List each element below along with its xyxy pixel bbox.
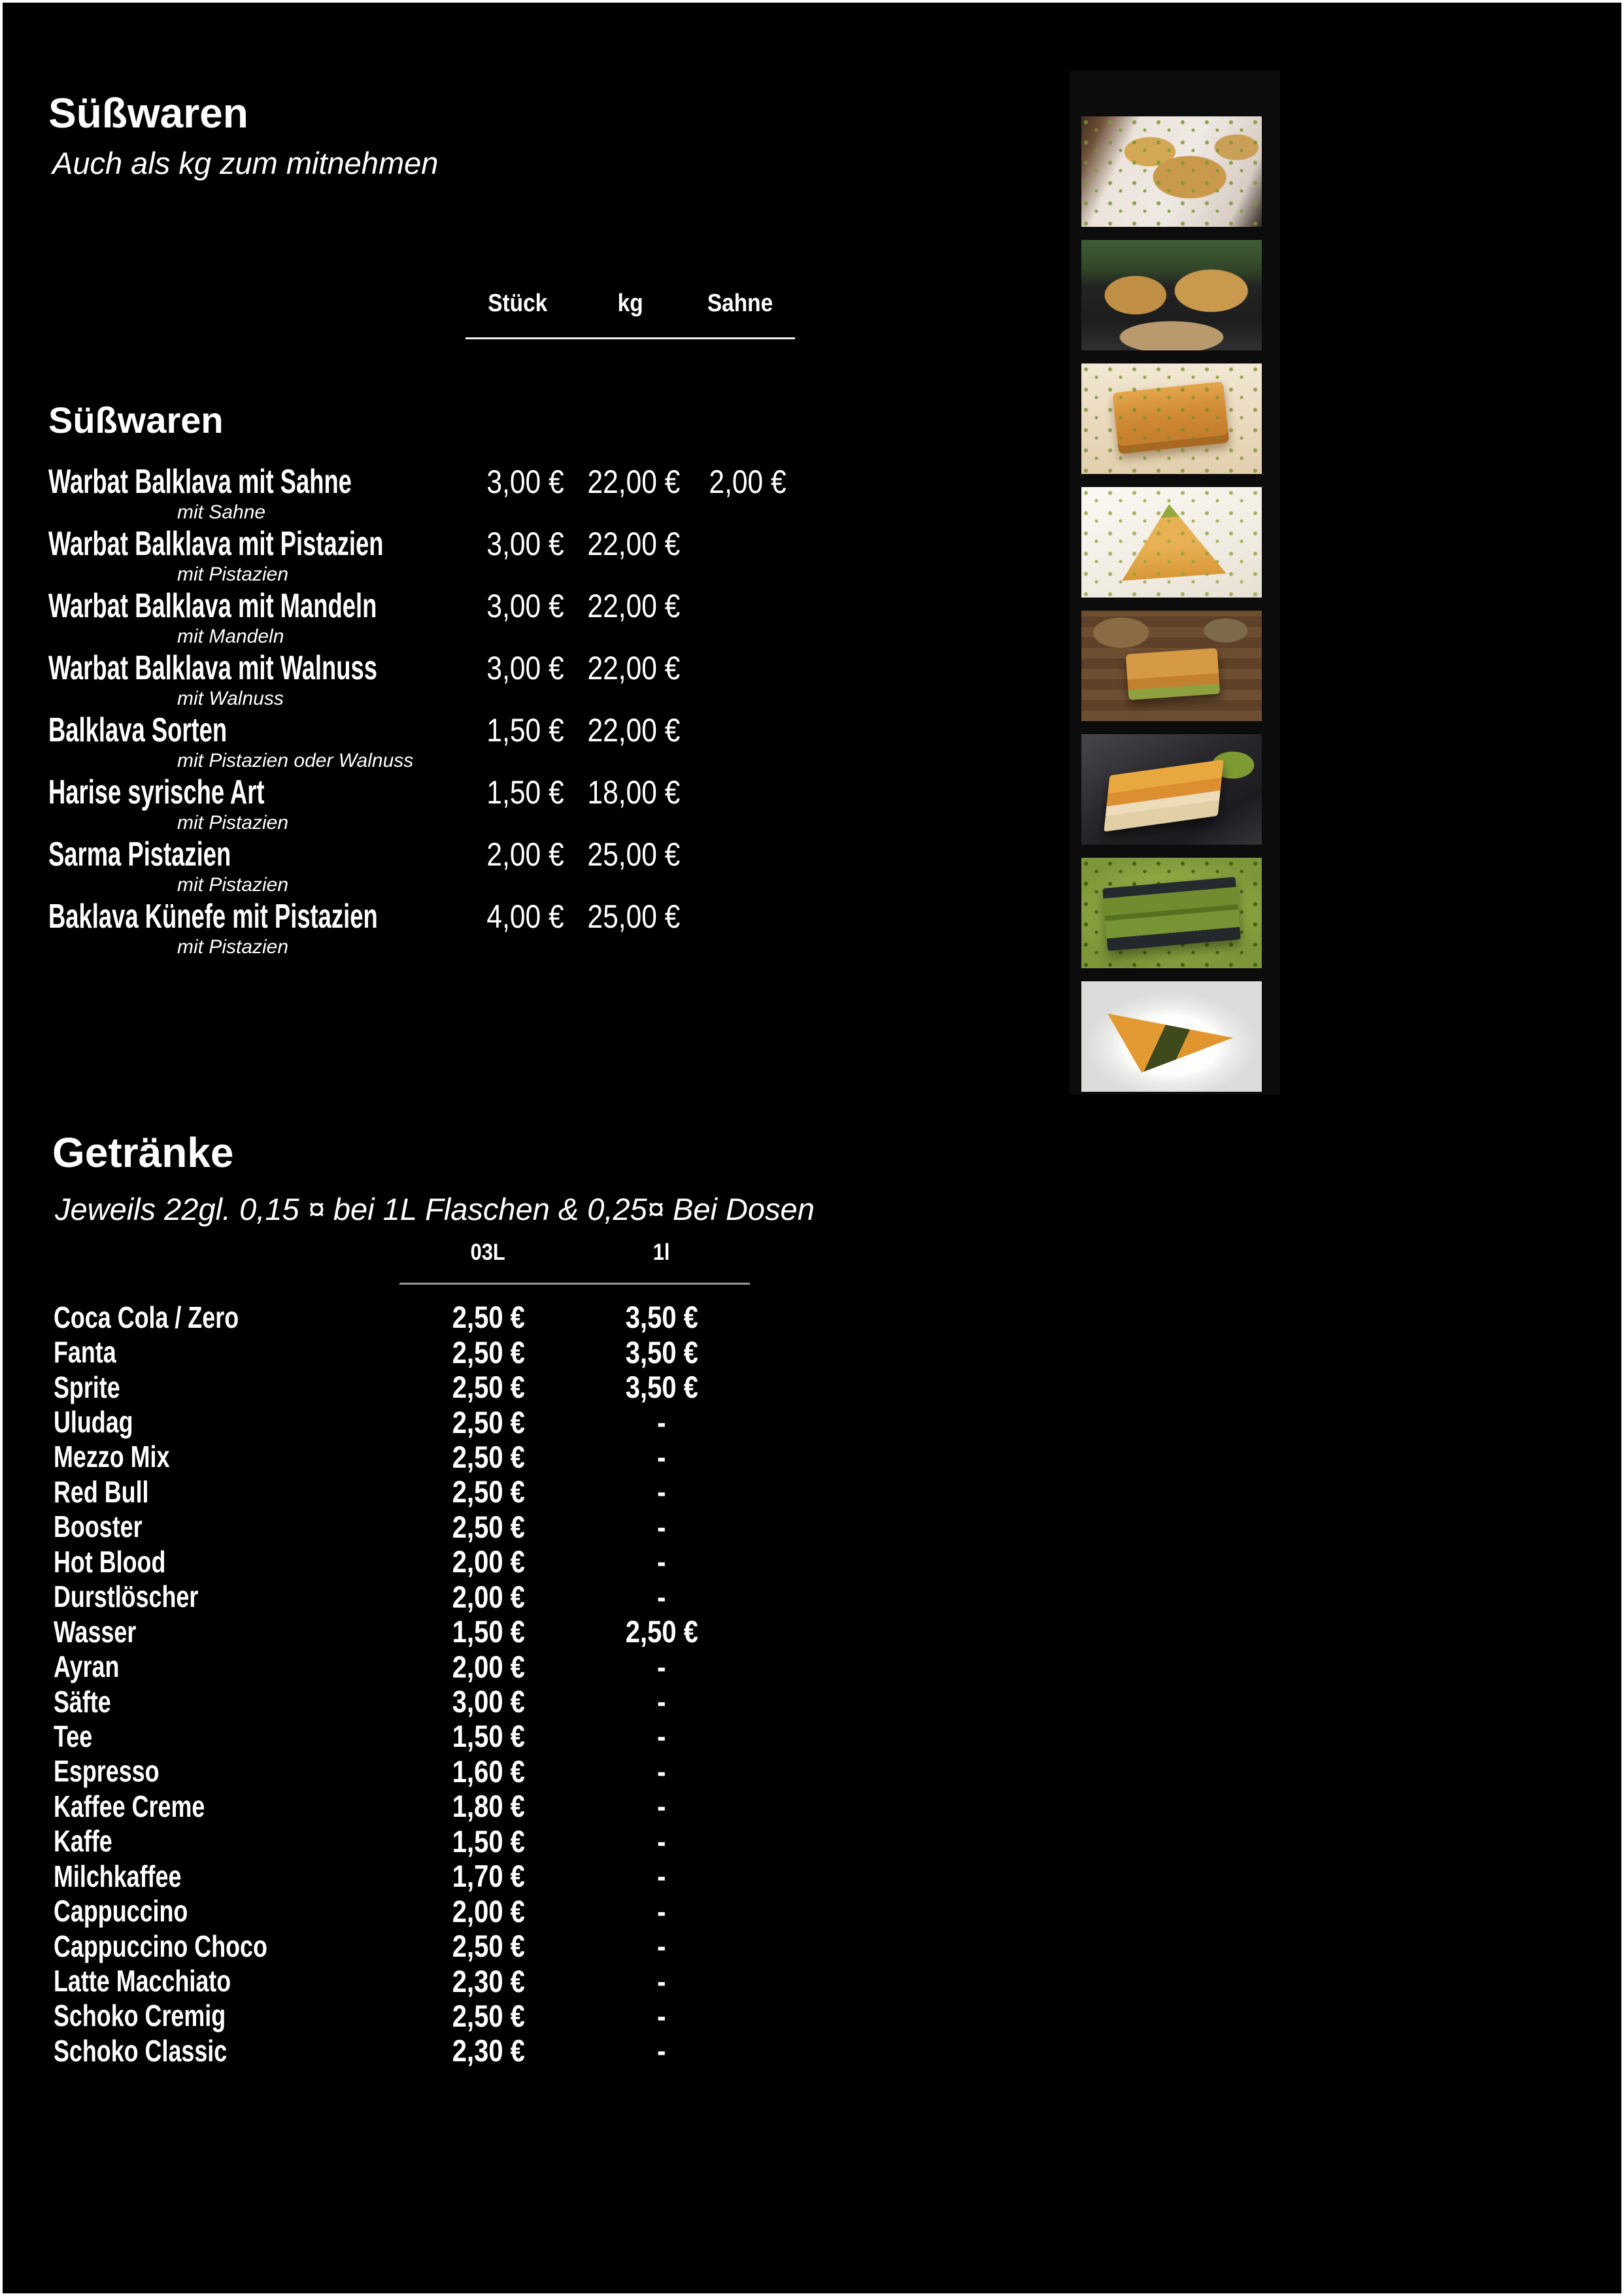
sweets-item-name [48, 836, 473, 873]
drinks-table-row [54, 1614, 737, 1649]
drinks-item-name-label: Mezzo Mix [54, 1440, 170, 1474]
sweets-item-price-sahne [689, 836, 807, 873]
drinks-item-price-03l [390, 1893, 586, 1929]
drinks-table-row [54, 1929, 737, 1963]
drinks-item-price-03l-value: 1,70 € [452, 1859, 525, 1894]
drinks-item-name [54, 1579, 390, 1614]
drinks-header-rule [399, 1283, 750, 1285]
drinks-item-price-03l [390, 1928, 586, 1964]
sweets-item-price-kg [578, 587, 689, 625]
menu-photo [1081, 734, 1262, 845]
sweets-item-description [48, 687, 820, 710]
drinks-item-price-03l [390, 1613, 586, 1649]
sweets-item-description-label: mit Mandeln [177, 626, 284, 647]
drinks-item-price-1l [586, 1509, 737, 1545]
sweets-item-description-label: mit Pistazien [177, 564, 289, 585]
sweets-item-price-kg-value: 18,00 € [587, 774, 680, 811]
sweets-item-price-stueck-value: 3,00 € [486, 464, 565, 500]
drinks-item-name [54, 1509, 390, 1544]
sweets-item-name [48, 463, 473, 501]
drinks-table-row [54, 1440, 737, 1474]
sweets-table-row [48, 587, 820, 649]
sweets-item-description [48, 563, 820, 586]
sweets-row-main [48, 898, 820, 936]
drinks-item-price-1l-value: - [657, 2033, 666, 2068]
sweets-item-price-sahne [689, 525, 807, 563]
sweets-row-main [48, 773, 820, 811]
drinks-table-row [54, 1999, 737, 2033]
drinks-item-price-1l [586, 1753, 737, 1789]
drinks-item-price-03l [390, 1649, 586, 1685]
drinks-item-name-label: Espresso [54, 1754, 160, 1789]
sweets-item-description [48, 501, 820, 524]
drinks-item-name [54, 1649, 390, 1684]
drinks-item-price-1l [586, 1683, 737, 1719]
drinks-column-header-1l [603, 1240, 720, 1266]
drinks-item-price-03l [390, 1404, 586, 1440]
drinks-item-price-03l [390, 1579, 586, 1615]
drinks-table-row [54, 1893, 737, 1928]
drinks-item-price-1l-value: 3,50 € [625, 1334, 698, 1370]
sweets-item-description [48, 936, 820, 958]
sweets-item-price-stueck [473, 525, 578, 563]
drinks-item-price-1l-value: - [657, 1474, 666, 1510]
sweets-column-header-kg [578, 289, 683, 318]
drinks-item-name-label: Wasser [54, 1614, 137, 1649]
sweets-item-price-kg-value: 22,00 € [587, 526, 680, 562]
drinks-table-row [54, 2033, 737, 2068]
drinks-item-price-1l-value: - [657, 1579, 666, 1614]
drinks-item-price-1l [586, 1649, 737, 1685]
drinks-item-name-label: Ayran [54, 1649, 120, 1684]
drinks-item-price-03l-value: 2,00 € [452, 1893, 525, 1929]
sweets-item-price-stueck [473, 836, 578, 873]
sweets-item-description [48, 873, 820, 896]
sweets-item-price-sahne [689, 773, 807, 811]
drinks-table-row [54, 1510, 737, 1544]
sweets-table-row [48, 773, 820, 836]
drinks-item-price-1l-value: 2,50 € [625, 1614, 698, 1649]
sweets-item-description-label: mit Sahne [177, 501, 266, 523]
drinks-item-price-03l-value: 1,80 € [452, 1789, 525, 1824]
drinks-item-price-1l-value: - [657, 1823, 666, 1859]
sweets-column-header-sahne [675, 289, 805, 318]
sweets-item-name-label: Warbat Balklava mit Walnuss [48, 649, 378, 687]
drinks-item-price-1l-value: - [657, 1509, 666, 1544]
drinks-item-price-1l [586, 1788, 737, 1824]
sweets-item-description [48, 749, 820, 772]
sweets-item-name [48, 711, 473, 749]
drinks-item-price-03l-value: 2,00 € [452, 1544, 525, 1579]
sweets-group-title: Süßwaren [48, 399, 224, 441]
drinks-item-price-03l [390, 1753, 586, 1789]
drinks-item-name-label: Cappuccino [54, 1894, 188, 1929]
drinks-item-price-1l [586, 1718, 737, 1754]
sweets-item-price-stueck [473, 587, 578, 625]
drinks-item-price-1l [586, 1858, 737, 1894]
sweets-item-price-kg [578, 898, 689, 936]
sweets-item-price-sahne [689, 898, 807, 936]
drinks-item-name [54, 1859, 390, 1894]
sweets-item-price-sahne [689, 463, 807, 501]
drinks-item-price-03l [390, 1509, 586, 1545]
sweets-item-price-stueck-value: 1,50 € [486, 712, 565, 749]
drinks-item-price-1l [586, 1544, 737, 1579]
drinks-item-price-1l-value: - [657, 1544, 666, 1579]
drinks-item-price-1l-value: - [657, 1859, 666, 1894]
sweets-table-row [48, 525, 820, 587]
drinks-item-price-03l-value: 2,50 € [452, 1998, 525, 2033]
drinks-item-price-03l-value: 2,50 € [452, 1404, 525, 1440]
drinks-item-price-1l-value: 3,50 € [625, 1370, 698, 1405]
drinks-item-name [54, 1789, 390, 1824]
drinks-item-name-label: Cappuccino Choco [54, 1929, 267, 1963]
sweets-item-name-label: Sarma Pistazien [48, 836, 231, 873]
drinks-item-name [54, 1893, 390, 1929]
sweets-item-price-stueck-value: 1,50 € [486, 774, 565, 811]
drinks-item-price-1l-value: - [657, 1719, 666, 1754]
drinks-item-price-03l [390, 1858, 586, 1894]
drinks-item-name [54, 1404, 390, 1440]
sweets-item-name-label: Warbat Balklava mit Sahne [48, 463, 352, 501]
sweets-item-price-kg-value: 22,00 € [587, 712, 680, 749]
drinks-item-price-03l-value: 1,60 € [452, 1753, 525, 1789]
sweets-item-price-sahne [689, 587, 807, 625]
drinks-item-price-1l-value: - [657, 1649, 666, 1684]
drinks-item-price-1l [586, 1893, 737, 1929]
drinks-item-price-1l-value: - [657, 1404, 666, 1440]
menu-photo [1081, 116, 1262, 227]
drinks-item-price-03l [390, 1474, 586, 1510]
sweets-item-price-stueck [473, 898, 578, 936]
drinks-item-name-label: Tee [54, 1719, 93, 1753]
sweets-item-price-stueck [473, 773, 578, 811]
sweets-column-header-stueck-label: Stück [488, 290, 548, 317]
sweets-item-name-label: Harise syrische Art [48, 773, 265, 811]
drinks-item-price-1l-value: - [657, 1789, 666, 1824]
drinks-item-name [54, 2033, 390, 2068]
sweets-item-price-stueck [473, 463, 578, 501]
sweets-row-main [48, 836, 820, 873]
drinks-item-name-label: Hot Blood [54, 1544, 166, 1579]
drinks-item-name [54, 1929, 390, 1964]
drinks-item-price-03l-value: 1,50 € [452, 1614, 525, 1649]
drinks-column-header-03l-label: 03L [470, 1240, 505, 1265]
sweets-item-price-kg [578, 711, 689, 749]
drinks-item-price-1l [586, 1369, 737, 1405]
sweets-item-name [48, 773, 473, 811]
drinks-column-header-1l-label: 1l [653, 1240, 670, 1265]
drinks-item-price-1l [586, 2033, 737, 2068]
drinks-item-price-03l [390, 1334, 586, 1370]
drinks-item-price-1l-value: - [657, 1893, 666, 1929]
drinks-item-name [54, 1474, 390, 1510]
menu-photo [1081, 858, 1262, 968]
menu-photo [1081, 240, 1262, 350]
drinks-table-row [54, 1404, 737, 1439]
drinks-column-header-03l [422, 1240, 553, 1266]
drinks-item-price-03l-value: 2,50 € [452, 1334, 525, 1370]
drinks-item-name [54, 1998, 390, 2033]
drinks-item-name-label: Fanta [54, 1335, 116, 1370]
drinks-item-price-03l [390, 1718, 586, 1754]
drinks-item-name [54, 1823, 390, 1859]
sweets-item-price-kg-value: 22,00 € [587, 650, 680, 686]
sweets-item-price-kg-value: 22,00 € [587, 464, 680, 500]
drinks-table-row [54, 1789, 737, 1823]
drinks-item-name-label: Uludag [54, 1405, 133, 1440]
sweets-item-description-label: mit Pistazien [177, 874, 289, 896]
drinks-table-row [54, 1334, 737, 1369]
menu-photo [1081, 611, 1262, 721]
sweets-column-header-kg-label: kg [617, 290, 643, 317]
menu-photo [1081, 363, 1262, 474]
sweets-item-name-label: Warbat Balklava mit Pistazien [48, 525, 384, 563]
drinks-item-name [54, 1300, 390, 1335]
sweets-item-name [48, 649, 473, 687]
sweets-table-row [48, 836, 820, 898]
drinks-item-name-label: Milchkaffee [54, 1859, 182, 1893]
drinks-item-price-1l [586, 1404, 737, 1440]
drinks-item-name-label: Kaffee Creme [54, 1789, 205, 1823]
drinks-item-price-03l [390, 1544, 586, 1579]
drinks-table-row [54, 1824, 737, 1859]
drinks-item-price-03l [390, 1439, 586, 1475]
drinks-table-row [54, 1684, 737, 1719]
sweets-item-price-kg-value: 25,00 € [587, 836, 680, 873]
drinks-item-price-03l [390, 1963, 586, 1999]
drinks-item-price-1l [586, 1474, 737, 1510]
sweets-item-price-stueck-value: 3,00 € [486, 650, 565, 686]
menu-photo [1081, 981, 1262, 1092]
sweets-section-subtitle: Auch als kg zum mitnehmen [52, 146, 439, 180]
drinks-item-name [54, 1334, 390, 1370]
drinks-item-name-label: Schoko Cremig [54, 1999, 226, 2033]
drinks-item-price-1l-value: 3,50 € [625, 1300, 698, 1335]
sweets-table-row [48, 463, 820, 525]
drinks-item-price-1l-value: - [657, 1963, 666, 1999]
drinks-item-name-label: Kaffe [54, 1824, 112, 1859]
sweets-row-main [48, 711, 820, 749]
drinks-item-price-03l-value: 2,50 € [452, 1474, 525, 1510]
sweets-item-price-stueck-value: 3,00 € [486, 526, 565, 562]
sweets-item-description-label: mit Pistazien [177, 936, 289, 958]
sweets-table-row [48, 649, 820, 711]
drinks-item-name [54, 1719, 390, 1754]
sweets-item-price-kg [578, 649, 689, 687]
sweets-item-name-label: Baklava Künefe mit Pistazien [48, 898, 378, 936]
sweets-column-header-sahne-label: Sahne [707, 290, 773, 317]
drinks-item-price-03l-value: 2,50 € [452, 1929, 525, 1964]
drinks-item-price-03l [390, 1299, 586, 1335]
drinks-item-name-label: Durstlöscher [54, 1579, 199, 1614]
sweets-item-price-kg [578, 836, 689, 873]
drinks-item-price-03l-value: 3,00 € [452, 1684, 525, 1719]
drinks-item-name [54, 1684, 390, 1719]
drinks-item-price-1l [586, 1334, 737, 1370]
sweets-header-rule [465, 337, 795, 339]
drinks-item-name-label: Latte Macchiato [54, 1964, 231, 1999]
drinks-item-price-03l-value: 1,50 € [452, 1719, 525, 1754]
drinks-item-price-1l-value: - [657, 1998, 666, 2033]
drinks-table-row [54, 1300, 737, 1334]
drinks-table-row [54, 1544, 737, 1579]
drinks-item-price-03l-value: 2,50 € [452, 1300, 525, 1335]
sweets-item-description-label: mit Pistazien oder Walnuss [177, 750, 414, 771]
drinks-item-price-1l [586, 1963, 737, 1999]
drinks-item-price-1l-value: - [657, 1439, 666, 1474]
sweets-table-row [48, 898, 820, 960]
drinks-item-name [54, 1753, 390, 1789]
drinks-item-price-03l-value: 1,50 € [452, 1823, 525, 1859]
sweets-item-price-kg [578, 525, 689, 563]
drinks-item-name-label: Booster [54, 1510, 143, 1544]
drinks-item-price-1l [586, 1579, 737, 1615]
sweets-item-name-label: Balklava Sorten [48, 711, 228, 749]
sweets-item-price-kg-value: 25,00 € [587, 898, 680, 935]
drinks-section-title: Getränke [52, 1129, 234, 1176]
sweets-table [48, 463, 820, 960]
sweets-section-title: Süßwaren [48, 90, 248, 137]
drinks-item-name [54, 1370, 390, 1405]
sweets-item-name [48, 587, 473, 625]
sweets-item-price-stueck-value: 2,00 € [486, 836, 565, 873]
sweets-item-name [48, 898, 473, 936]
drinks-item-price-1l [586, 1439, 737, 1475]
drinks-table-row [54, 1649, 737, 1683]
sweets-row-main [48, 649, 820, 687]
drinks-item-name-label: Säfte [54, 1684, 111, 1719]
sweets-photo-column [1070, 71, 1280, 1094]
sweets-item-price-stueck [473, 649, 578, 687]
drinks-item-price-1l [586, 1928, 737, 1964]
drinks-item-name-label: Schoko Classic [54, 2033, 228, 2068]
sweets-item-price-stueck [473, 711, 578, 749]
drinks-item-price-1l [586, 1823, 737, 1859]
sweets-column-header-stueck [452, 289, 583, 318]
drinks-item-price-03l [390, 1369, 586, 1405]
drinks-table-row [54, 1579, 737, 1614]
sweets-item-name [48, 525, 473, 563]
drinks-item-name-label: Coca Cola / Zero [54, 1300, 239, 1334]
drinks-section-subtitle: Jeweils 22gl. 0,15 ¤ bei 1L Flaschen & 0,25¤ Bei Dosen [55, 1192, 815, 1226]
drinks-item-price-03l-value: 2,50 € [452, 1370, 525, 1405]
drinks-item-price-03l-value: 2,50 € [452, 1439, 525, 1474]
drinks-item-price-03l [390, 1788, 586, 1824]
sweets-row-main [48, 525, 820, 563]
drinks-item-price-03l-value: 2,30 € [452, 2033, 525, 2068]
drinks-table [54, 1300, 737, 2068]
sweets-item-name-label: Warbat Balklava mit Mandeln [48, 587, 377, 625]
drinks-item-price-1l [586, 1299, 737, 1335]
sweets-item-description [48, 811, 820, 834]
drinks-table-row [54, 1859, 737, 1893]
drinks-item-price-1l-value: - [657, 1753, 666, 1789]
drinks-table-row [54, 1719, 737, 1753]
sweets-row-main [48, 463, 820, 501]
sweets-item-price-sahne-value: 2,00 € [709, 464, 787, 500]
drinks-item-name-label: Sprite [54, 1370, 120, 1404]
drinks-item-price-03l-value: 2,00 € [452, 1649, 525, 1684]
drinks-item-price-03l [390, 1823, 586, 1859]
drinks-item-price-1l-value: - [657, 1929, 666, 1964]
drinks-item-price-03l-value: 2,30 € [452, 1963, 525, 1999]
menu-canvas [3, 3, 1621, 2293]
sweets-item-description [48, 625, 820, 648]
drinks-table-row [54, 1370, 737, 1404]
sweets-item-price-sahne [689, 711, 807, 749]
drinks-item-name [54, 1614, 390, 1649]
menu-photo [1081, 487, 1262, 598]
sweets-item-price-stueck-value: 4,00 € [486, 898, 565, 935]
drinks-item-price-03l-value: 2,00 € [452, 1579, 525, 1614]
sweets-item-price-kg [578, 773, 689, 811]
drinks-item-price-1l-value: - [657, 1684, 666, 1719]
drinks-item-price-03l-value: 2,50 € [452, 1509, 525, 1544]
drinks-item-name-label: Red Bull [54, 1474, 149, 1509]
sweets-table-row [48, 711, 820, 773]
sweets-item-description-label: mit Walnuss [177, 688, 284, 709]
drinks-item-price-1l [586, 1613, 737, 1649]
drinks-item-name [54, 1963, 390, 1999]
drinks-item-price-1l [586, 1998, 737, 2034]
drinks-table-row [54, 1474, 737, 1509]
drinks-item-price-03l [390, 1683, 586, 1719]
sweets-item-price-sahne [689, 649, 807, 687]
drinks-item-name [54, 1439, 390, 1474]
drinks-table-row [54, 1754, 737, 1789]
sweets-row-main [48, 587, 820, 625]
sweets-item-description-label: mit Pistazien [177, 812, 289, 834]
drinks-item-price-03l [390, 2033, 586, 2068]
sweets-item-price-kg-value: 22,00 € [587, 588, 680, 624]
drinks-item-name [54, 1544, 390, 1579]
sweets-item-price-kg [578, 463, 689, 501]
sweets-item-price-stueck-value: 3,00 € [486, 588, 565, 624]
drinks-item-price-03l [390, 1998, 586, 2034]
drinks-table-row [54, 1963, 737, 1998]
